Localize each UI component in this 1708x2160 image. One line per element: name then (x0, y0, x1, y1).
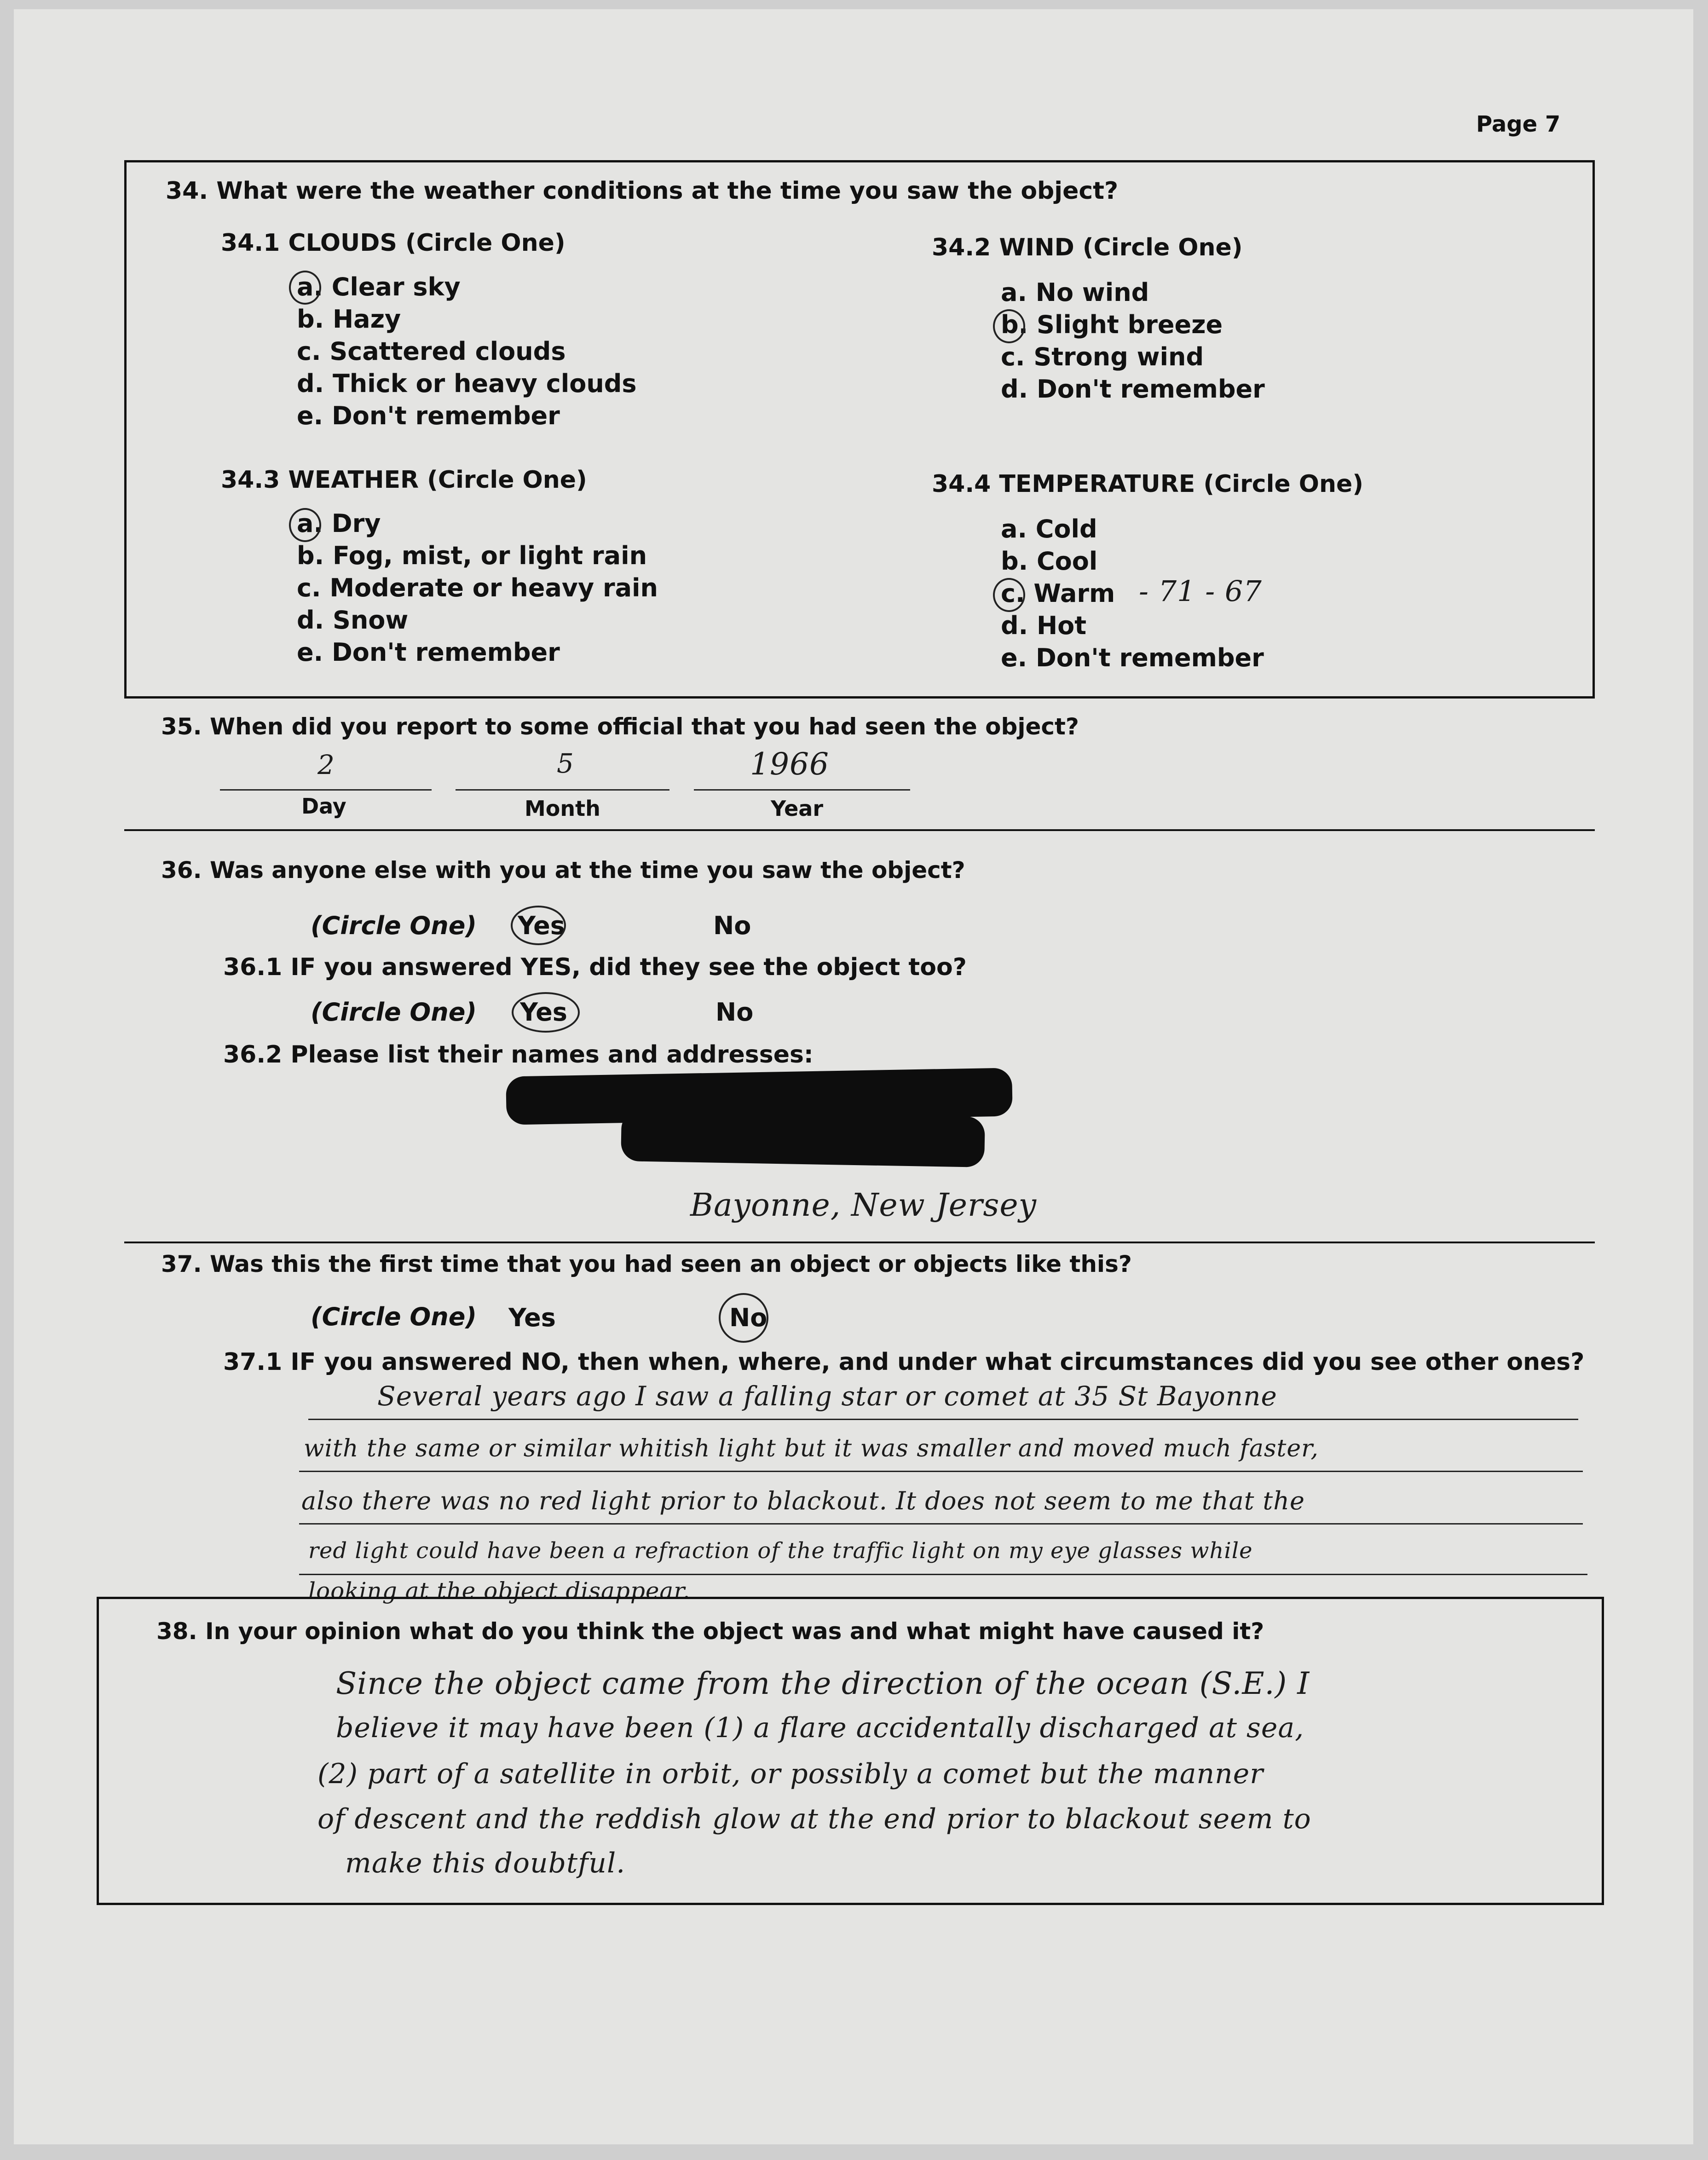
form-page (14, 9, 1693, 2144)
weather-option-d: d. Snow (297, 606, 409, 635)
page-number: Page 7 (1476, 111, 1561, 137)
question-37: 37. Was this the first time that you had seen an object or objects like this? (161, 1251, 1132, 1277)
day-underline (220, 789, 432, 791)
clouds-option-e: e. Don't remember (297, 401, 560, 430)
year-label: Year (771, 796, 824, 821)
q37-answer-line-5: looking at the object disappear. (308, 1577, 691, 1604)
weather-selection-circle (289, 508, 321, 542)
temperature-option-c: c. Warm (1001, 579, 1115, 608)
redacted-street (621, 1110, 985, 1167)
q37-rule-4 (299, 1574, 1587, 1575)
month-label: Month (525, 796, 600, 821)
circle-one-label-36-1: (Circle One) (311, 998, 477, 1027)
temperature-option-d: d. Hot (1001, 611, 1087, 640)
temperature-title: 34.4 TEMPERATURE (Circle One) (932, 470, 1364, 498)
divider-35 (124, 696, 1595, 698)
day-value: 2 (317, 749, 335, 780)
q38-answer-line-5: make this doubtful. (345, 1847, 626, 1879)
clouds-option-a: a. Clear sky (297, 272, 461, 301)
question-38: 38. In your opinion what do you think the object was and what might have caused it? (156, 1618, 1264, 1645)
question-36: 36. Was anyone else with you at the time you saw the object? (161, 857, 965, 884)
day-label: Day (301, 794, 346, 819)
year-underline (694, 789, 910, 791)
answer-37-no: No (729, 1303, 767, 1332)
q36-selection-circle (511, 906, 566, 945)
divider-36 (124, 829, 1595, 831)
q37-rule-2 (299, 1471, 1583, 1472)
circle-one-label-37: (Circle One) (311, 1302, 477, 1331)
clouds-option-d: d. Thick or heavy clouds (297, 369, 637, 398)
question-37-1: 37.1 IF you answered NO, then when, where, and under what circumstances did you see other ones? (223, 1348, 1585, 1376)
answer-36-1-yes: Yes (520, 998, 567, 1027)
clouds-option-b: b. Hazy (297, 305, 401, 334)
q37-rule-1 (308, 1419, 1578, 1420)
wind-option-b: b. Slight breeze (1001, 310, 1223, 339)
divider-37 (124, 1242, 1595, 1243)
wind-option-c: c. Strong wind (1001, 342, 1204, 371)
q37-answer-line-1: Several years ago I saw a falling star or comet at 35 St Bayonne (377, 1380, 1277, 1412)
weather-option-b: b. Fog, mist, or light rain (297, 541, 647, 570)
address-handwritten: Bayonne, New Jersey (690, 1187, 1037, 1224)
answer-36-no: No (713, 911, 751, 940)
weather-option-c: c. Moderate or heavy rain (297, 573, 658, 602)
weather-title: 34.3 WEATHER (Circle One) (221, 466, 587, 494)
question-35: 35. When did you report to some official that you had seen the object? (161, 713, 1079, 740)
q38-answer-line-2: believe it may have been (1) a flare accidentally discharged at sea, (336, 1712, 1304, 1744)
temperature-option-a: a. Cold (1001, 514, 1097, 543)
question-34: 34. What were the weather conditions at the time you saw the object? (166, 177, 1119, 205)
clouds-option-c: c. Scattered clouds (297, 337, 566, 366)
q38-answer-line-3: (2) part of a satellite in orbit, or possibly a comet but the manner (317, 1758, 1264, 1790)
clouds-selection-circle (289, 271, 321, 305)
temperature-selection-circle (993, 578, 1025, 612)
question-36-1: 36.1 IF you answered YES, did they see the object too? (223, 953, 967, 981)
q37-answer-line-4: red light could have been a refraction of the traffic light on my eye glasses while (308, 1538, 1253, 1564)
answer-36-yes: Yes (518, 911, 565, 940)
weather-option-a: a. Dry (297, 509, 381, 538)
year-value: 1966 (750, 746, 829, 782)
wind-selection-circle (993, 309, 1025, 343)
q38-answer-line-4: of descent and the reddish glow at the end prior to blackout seem to (317, 1803, 1311, 1835)
wind-option-d: d. Don't remember (1001, 375, 1265, 404)
month-underline (456, 789, 669, 791)
weather-option-e: e. Don't remember (297, 638, 560, 667)
q37-answer-line-2: with the same or similar whitish light but it was smaller and moved much faster, (304, 1435, 1319, 1462)
q37-answer-line-3: also there was no red light prior to blackout. It does not seem to me that the (301, 1486, 1305, 1515)
question-36-2: 36.2 Please list their names and addresses: (223, 1041, 814, 1068)
q37-selection-circle (719, 1293, 768, 1343)
temperature-option-e: e. Don't remember (1001, 643, 1264, 672)
q37-rule-3 (299, 1523, 1583, 1525)
month-value: 5 (557, 748, 574, 779)
answer-36-1-no: No (716, 998, 754, 1027)
q38-answer-line-1: Since the object came from the direction of the ocean (S.E.) I (336, 1666, 1310, 1701)
wind-title: 34.2 WIND (Circle One) (932, 234, 1243, 261)
temperature-option-b: b. Cool (1001, 547, 1098, 576)
temperature-handwritten-note: - 71 - 67 (1139, 574, 1262, 608)
answer-37-yes: Yes (508, 1303, 556, 1332)
wind-option-a: a. No wind (1001, 278, 1149, 307)
q36-1-selection-circle (512, 992, 580, 1033)
circle-one-label-36: (Circle One) (311, 911, 477, 940)
clouds-title: 34.1 CLOUDS (Circle One) (221, 229, 565, 257)
